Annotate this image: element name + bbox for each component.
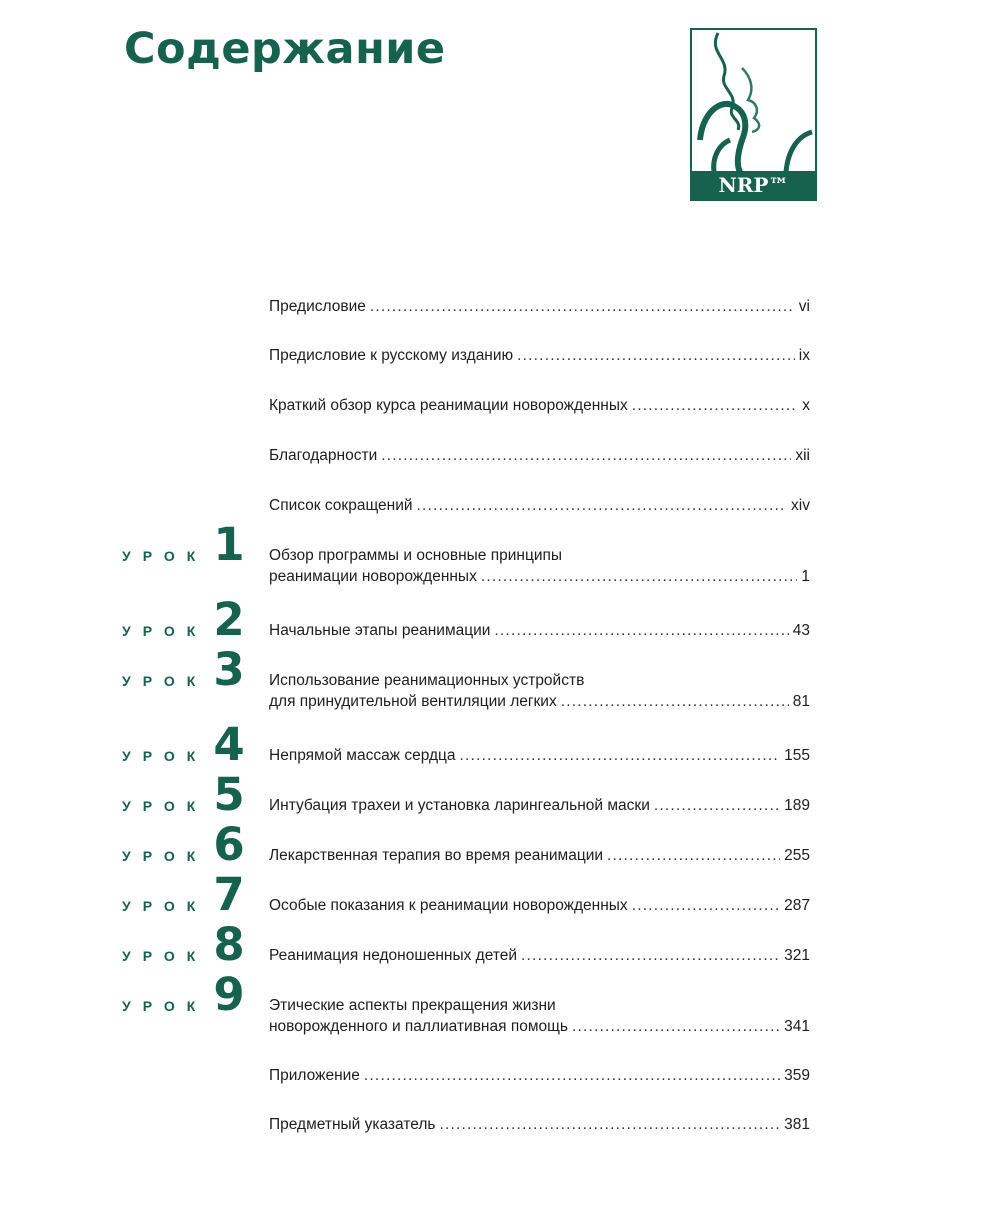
toc-entry-title: Предисловие к русскому изданию	[269, 347, 514, 364]
page-number: 43	[792, 622, 810, 639]
lesson-label: УРОК	[122, 898, 208, 914]
lesson-number: 5	[213, 768, 245, 821]
dot-leader	[561, 691, 789, 712]
page-number: 341	[784, 1018, 810, 1035]
toc-entry-preface-ru[interactable]	[269, 345, 810, 366]
toc-entry-title: Особые показания к реанимации новорожденных	[269, 897, 628, 914]
toc-entry-lesson-5[interactable]	[269, 795, 810, 816]
page-number: 287	[784, 897, 810, 914]
lesson-number: 2	[213, 593, 245, 646]
toc-entry-title: Интубация трахеи и установка ларингеальной маски	[269, 797, 650, 814]
toc-entry-lesson-3[interactable]	[269, 670, 810, 712]
dot-leader	[517, 345, 795, 366]
nrp-logo-text: NRP™	[718, 173, 789, 197]
dot-leader	[364, 1065, 780, 1086]
lesson-label: УРОК	[122, 548, 208, 564]
toc-entry-title: Приложение	[269, 1067, 360, 1084]
lesson-number: 6	[213, 818, 245, 871]
toc-entry-acknowledgments[interactable]	[269, 445, 810, 466]
page-number: 1	[801, 568, 810, 585]
toc-entry-title: Использование реанимационных устройств	[269, 672, 585, 689]
toc-entry-title: Обзор программы и основные принципы	[269, 547, 563, 564]
page-number: 155	[784, 747, 810, 764]
toc-entry-title: Реанимация недоношенных детей	[269, 947, 518, 964]
dot-leader	[417, 495, 788, 516]
lesson-number: 3	[213, 643, 245, 696]
lesson-number: 1	[213, 518, 245, 571]
toc-entry-abbreviations[interactable]	[269, 495, 810, 516]
toc-entry-title: Список сокращений	[269, 497, 413, 514]
toc-entry-lesson-8[interactable]	[269, 945, 810, 966]
dot-leader	[607, 845, 780, 866]
toc-entry-appendix[interactable]	[269, 1065, 810, 1086]
toc-entry-title: Благодарности	[269, 447, 378, 464]
toc-entry-preface[interactable]	[269, 296, 810, 317]
dot-leader	[654, 795, 780, 816]
dot-leader	[632, 895, 780, 916]
toc-entry-overview[interactable]	[269, 395, 810, 416]
lesson-number: 8	[213, 918, 245, 971]
dot-leader	[572, 1016, 780, 1037]
toc-entry-lesson-2[interactable]	[269, 620, 810, 641]
lesson-number: 7	[213, 868, 245, 921]
page-title: Содержание	[124, 24, 446, 74]
toc-entry-title-cont: для принудительной вентиляции легких	[269, 693, 557, 710]
dot-leader	[632, 395, 799, 416]
page-number: vi	[798, 298, 810, 315]
lesson-label: УРОК	[122, 848, 208, 864]
page-number: 255	[784, 847, 810, 864]
dot-leader	[439, 1114, 780, 1135]
nrp-logo	[690, 28, 817, 201]
lesson-number: 4	[213, 718, 245, 771]
page-number: 381	[784, 1116, 810, 1133]
toc-entry-title-cont: новорожденного и паллиативная помощь	[269, 1018, 568, 1035]
dot-leader	[481, 566, 798, 587]
lesson-label: УРОК	[122, 998, 208, 1014]
toc-entry-title: Краткий обзор курса реанимации новорожденных	[269, 397, 628, 414]
toc-entry-lesson-9[interactable]	[269, 995, 810, 1037]
lesson-label: УРОК	[122, 948, 208, 964]
page-number: ix	[798, 347, 810, 364]
dot-leader	[521, 945, 780, 966]
toc-entry-lesson-4[interactable]	[269, 745, 810, 766]
lesson-label: УРОК	[122, 798, 208, 814]
toc-entry-title: Лекарственная терапия во время реанимации	[269, 847, 604, 864]
lesson-label: УРОК	[122, 623, 208, 639]
page-number: 359	[784, 1067, 810, 1084]
toc-entry-title-cont: реанимации новорожденных	[269, 568, 477, 585]
lesson-label: УРОК	[122, 748, 208, 764]
page-number: xiv	[791, 497, 810, 514]
page-number: 321	[784, 947, 810, 964]
dot-leader	[370, 296, 795, 317]
toc-entry-title: Непрямой массаж сердца	[269, 747, 456, 764]
toc-entry-index[interactable]	[269, 1114, 810, 1135]
dot-leader	[460, 745, 781, 766]
toc-entry-title: Начальные этапы реанимации	[269, 622, 491, 639]
page-number: 189	[784, 797, 810, 814]
toc-entry-title: Предисловие	[269, 298, 366, 315]
page-number: x	[802, 397, 810, 414]
toc-entry-lesson-1[interactable]	[269, 545, 810, 587]
page-number: xii	[795, 447, 810, 464]
toc-entry-title: Этические аспекты прекращения жизни	[269, 997, 556, 1014]
dot-leader	[381, 445, 791, 466]
dot-leader	[494, 620, 788, 641]
lesson-number: 9	[213, 968, 245, 1021]
toc-entry-lesson-6[interactable]	[269, 845, 810, 866]
toc-entry-lesson-7[interactable]	[269, 895, 810, 916]
page-number: 81	[792, 693, 810, 710]
lesson-label: УРОК	[122, 673, 208, 689]
toc-entry-title: Предметный указатель	[269, 1116, 436, 1133]
